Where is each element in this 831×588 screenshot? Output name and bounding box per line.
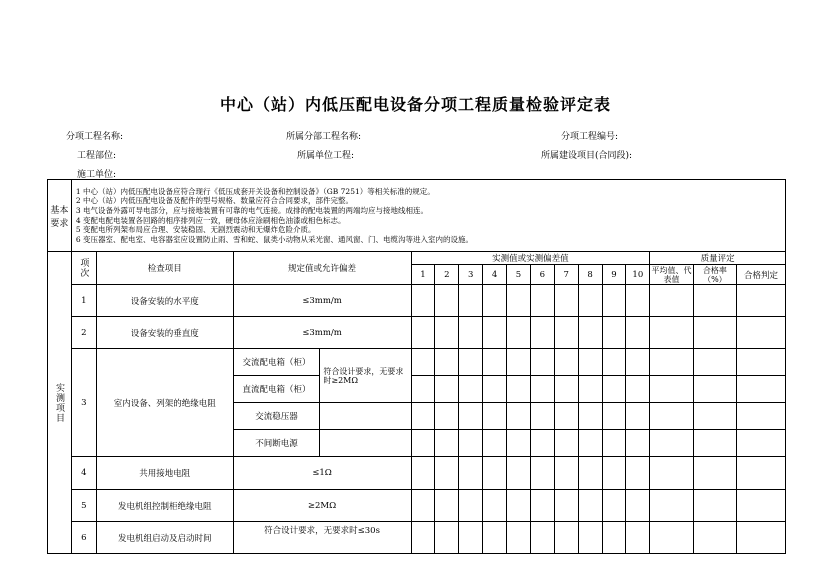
measure-cell[interactable] [602,457,626,490]
row-no: 4 [71,457,96,490]
basic-line: 5 变配电所列架布局应合理、安装稳固、无剧烈震动和无爆炸危险介质。 [75,225,316,235]
item-header: 检查项目 [96,252,233,285]
measure-cell[interactable] [459,349,483,376]
seq-header-cell [71,252,96,285]
sub-item-name-label: 分项工程名称: [66,132,124,142]
quality-header: 质量评定 [650,252,786,265]
measure-cell[interactable] [626,457,650,490]
rate-cell[interactable] [693,457,736,490]
basic-line: 3 电气设备外露可导电部分，应与接地装置有可靠的电气连接。成排的配电装置的两端均应与接地线相连。 [75,205,429,215]
measure-cell[interactable] [459,376,483,403]
measure-cell[interactable] [578,349,602,376]
table-row [48,490,786,522]
measure-cell[interactable] [435,349,459,376]
measure-cell[interactable] [578,490,602,522]
measure-cell[interactable] [411,349,435,376]
measure-cell[interactable] [507,349,531,376]
measure-cell[interactable] [435,522,459,554]
judge-cell[interactable] [737,457,786,490]
measure-cell[interactable] [554,457,578,490]
measure-col-header: 5 [507,265,531,285]
measure-cell[interactable] [435,457,459,490]
measure-cell[interactable] [483,317,507,349]
page-title: 中心（站）内低压配电设备分项工程质量检验评定表 [219,95,611,114]
judge-cell[interactable] [737,430,786,457]
table-row [48,317,786,349]
measure-cell[interactable] [483,522,507,554]
judge-cell[interactable] [737,376,786,403]
measure-cell[interactable] [459,317,483,349]
measure-cell[interactable] [626,285,650,317]
contractor-label: 施工单位: [77,170,117,180]
rate-cell[interactable] [693,522,736,554]
measure-cell[interactable] [483,376,507,403]
measure-cell[interactable] [459,403,483,430]
measure-cell[interactable] [483,457,507,490]
basic-requirements-content [71,180,785,252]
judge-cell[interactable] [737,490,786,522]
measured-header: 实测值或实测偏差值 [411,252,650,265]
project-dept-label: 工程部位: [77,151,117,161]
rate-cell[interactable] [693,349,736,376]
basic-line: 2 中心（站）内低压配电设备及配件的型号规格、数量应符合合同要求，部件完整。 [75,196,354,206]
measure-cell[interactable] [483,403,507,430]
measure-cell[interactable] [483,490,507,522]
rate-cell[interactable] [693,403,736,430]
avg-cell[interactable] [650,376,693,403]
judge-cell[interactable] [737,317,786,349]
row-spec-blank [320,403,411,430]
avg-cell[interactable] [650,349,693,376]
measure-col-header: 7 [554,265,578,285]
measure-cell[interactable] [411,522,435,554]
measure-cell[interactable] [530,490,554,522]
measure-cell[interactable] [554,490,578,522]
measure-col-header: 1 [411,265,435,285]
measure-cell[interactable] [435,376,459,403]
table-row [48,285,786,317]
measure-cell[interactable] [483,430,507,457]
measure-cell[interactable] [602,430,626,457]
row-item: 发电机组启动及启动时间 [96,522,233,554]
row-no: 3 [71,349,96,457]
measure-cell[interactable] [554,430,578,457]
row-spec: 符合设计要求，无要求时≤30s [233,522,411,554]
avg-cell[interactable] [650,430,693,457]
avg-cell[interactable] [650,317,693,349]
header-row [48,252,786,265]
measure-cell[interactable] [626,376,650,403]
unit-project-label: 所属单位工程: [297,151,355,161]
measure-cell[interactable] [626,522,650,554]
measure-cell[interactable] [483,349,507,376]
row-spec: ≤3mm/m [233,285,411,317]
table-row [48,457,786,490]
measure-cell[interactable] [602,522,626,554]
measure-col-header: 8 [578,265,602,285]
measure-cell[interactable] [602,349,626,376]
measure-cell[interactable] [602,403,626,430]
row-no: 1 [71,285,96,317]
measure-cell[interactable] [530,430,554,457]
judge-cell[interactable] [737,522,786,554]
row-spec: ≥2MΩ [233,490,411,522]
measure-cell[interactable] [578,285,602,317]
row-no: 6 [71,522,96,554]
measure-cell[interactable] [530,457,554,490]
avg-cell[interactable] [650,522,693,554]
measure-cell[interactable] [411,317,435,349]
measure-cell[interactable] [411,376,435,403]
measure-cell[interactable] [507,285,531,317]
measure-cell[interactable] [530,376,554,403]
measure-cell[interactable] [626,349,650,376]
measure-cell[interactable] [411,403,435,430]
measure-cell[interactable] [507,317,531,349]
measure-cell[interactable] [578,430,602,457]
avg-header: 平均值、代表值 [651,265,692,284]
table-row [48,522,786,554]
measure-cell[interactable] [602,285,626,317]
seq-header: 项次 [78,258,89,278]
judge-cell[interactable] [737,403,786,430]
measure-cell[interactable] [507,457,531,490]
measure-col-header: 9 [602,265,626,285]
row-spec-blank [320,430,411,457]
measure-cell[interactable] [578,457,602,490]
measure-cell[interactable] [459,285,483,317]
row-item: 设备安装的垂直度 [96,317,233,349]
measure-cell[interactable] [459,457,483,490]
measure-cell[interactable] [411,457,435,490]
rate-cell[interactable] [693,376,736,403]
rate-cell[interactable] [693,285,736,317]
avg-cell[interactable] [650,457,693,490]
measure-cell[interactable] [507,376,531,403]
row-sub-item: 直流配电箱（柜） [233,376,320,403]
division-name-label: 所属分部工程名称: [286,132,362,142]
spec-header: 规定值或允许偏差 [233,252,411,285]
measure-cell[interactable] [435,317,459,349]
rate-cell[interactable] [693,430,736,457]
measure-cell[interactable] [411,285,435,317]
measure-col-header: 6 [530,265,554,285]
measure-cell[interactable] [507,522,531,554]
measure-cell[interactable] [435,285,459,317]
measure-col-header: 10 [626,265,650,285]
measure-cell[interactable] [626,403,650,430]
basic-requirements-label: 基本要求 [48,180,72,252]
basic-line: 6 变压器室、配电室、电容器室应设置防止雨、雪和蛇、鼠类小动物从采光窗、通风窗、门、电缆沟等进入室内的设施。 [75,234,474,244]
measure-cell[interactable] [459,522,483,554]
measure-cell[interactable] [554,522,578,554]
measure-cell[interactable] [554,376,578,403]
basic-line: 1 中心（站）内低压配电设备应符合现行《低压成套开关设备和控制设备》（GB 7251）等相关标准的规定。 [75,186,435,196]
measure-cell[interactable] [578,522,602,554]
row-no: 2 [71,317,96,349]
measure-cell[interactable] [483,285,507,317]
measure-cell[interactable] [507,403,531,430]
row-sub-item: 交流配电箱（柜） [233,349,320,376]
construction-project-label: 所属建设项目(合同段): [541,151,633,161]
measure-cell[interactable] [626,317,650,349]
measure-cell[interactable] [602,317,626,349]
measure-cell[interactable] [626,430,650,457]
basic-line: 4 变配电配电装置各回路的相序排列应一致，硬母体应涂刷相色油漆或相色标志。 [75,215,346,225]
avg-cell[interactable] [650,403,693,430]
section-label-cell [48,252,72,554]
measure-cell[interactable] [459,430,483,457]
row-item: 室内设备、列架的绝缘电阻 [96,349,233,457]
measure-cell[interactable] [530,349,554,376]
row-spec: 符合设计要求，无要求时≥2MΩ [320,349,411,403]
measure-cell[interactable] [507,490,531,522]
inspection-table [47,179,786,554]
avg-cell[interactable] [650,490,693,522]
measure-cell[interactable] [435,403,459,430]
measure-cell[interactable] [554,317,578,349]
row-sub-item: 交流稳压器 [233,403,320,430]
measure-cell[interactable] [530,403,554,430]
measure-cell[interactable] [578,376,602,403]
measure-cell[interactable] [602,490,626,522]
measure-cell[interactable] [554,285,578,317]
measure-cell[interactable] [459,490,483,522]
rate-cell[interactable] [693,490,736,522]
row-item: 共用接地电阻 [96,457,233,490]
measure-col-header: 4 [483,265,507,285]
measure-col-header: 2 [435,265,459,285]
avg-cell[interactable] [650,285,693,317]
rate-cell[interactable] [693,317,736,349]
judge-cell[interactable] [737,349,786,376]
row-spec: ≤3mm/m [233,317,411,349]
basic-requirements-row [48,180,786,252]
measure-cell[interactable] [530,522,554,554]
measure-cell[interactable] [411,430,435,457]
row-item: 发电机组控制柜绝缘电阻 [96,490,233,522]
row-sub-item: 不间断电源 [233,430,320,457]
row-no: 5 [71,490,96,522]
measure-cell[interactable] [602,376,626,403]
row-item: 设备安装的水平度 [96,285,233,317]
sub-item-no-label: 分项工程编号: [561,132,619,142]
measure-cell[interactable] [578,403,602,430]
judge-cell[interactable] [737,285,786,317]
row-spec: ≤1Ω [233,457,411,490]
measure-col-header: 3 [459,265,483,285]
measure-cell[interactable] [554,349,578,376]
measure-cell[interactable] [530,285,554,317]
section-label: 实测项目 [53,382,64,423]
measure-cell[interactable] [530,317,554,349]
measure-cell[interactable] [626,490,650,522]
measure-cell[interactable] [578,317,602,349]
measure-cell[interactable] [411,490,435,522]
measure-cell[interactable] [554,403,578,430]
judge-header: 合格判定 [737,265,786,285]
measure-cell[interactable] [435,490,459,522]
measure-cell[interactable] [507,430,531,457]
measure-cell[interactable] [435,430,459,457]
rate-header: 合格率（%） [693,265,736,285]
table-row [48,349,786,376]
